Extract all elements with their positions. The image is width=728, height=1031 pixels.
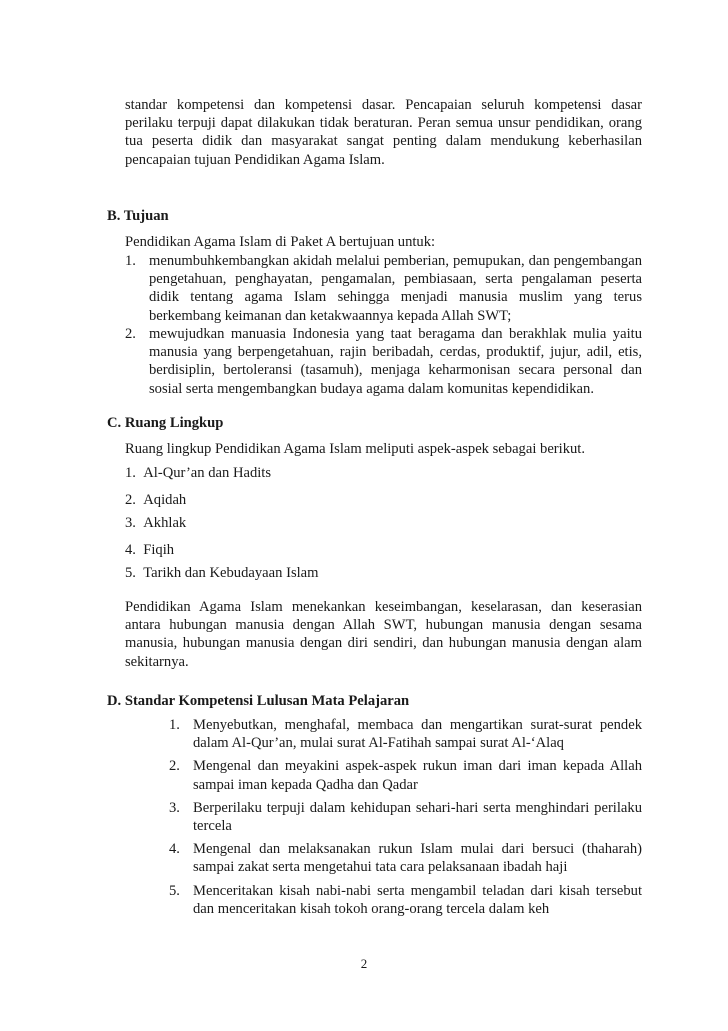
list-item-text: Menyebutkan, menghafal, membaca dan mengartikan surat-surat pendek dalam Al-Qur’an, mulai surat Al-Fatihah sampai surat Al-‘Alaq [193, 717, 642, 752]
list-item-text: mewujudkan manuasia Indonesia yang taat beragama dan berakhlak mulia yaitu manusia yang berpengetahuan, rajin beribadah, cerdas, produktif, jujur, adil, etis, berdisiplin, bertoleransi (tasamuh), menjaga keharmonisan secara personal dan sosial serta mengembangkan budaya agama dalam komunitas kependidikan. [149, 326, 642, 397]
list-item-text: menumbuhkembangkan akidah melalui pemberian, pemupukan, dan pengembangan pengetahuan, penghayatan, pengamalan, pembiasaan, serta pengalaman peserta didik tentang agama Islam sehingga menjadi manusia muslim yang terus berkembang keimanan dan ketakwaannya kepada Allah SWT; [149, 253, 642, 324]
list-item [125, 541, 174, 559]
section-c-heading: C. Ruang Lingkup [107, 415, 224, 431]
section-c-closing: Pendidikan Agama Islam menekankan keseimbangan, keselarasan, dan keserasian antara hubungan manusia dengan Allah SWT, hubungan manusia dengan sesama manusia, hubungan manusia dengan diri sendiri, dan hubungan manusia dengan alam sekitarnya. [125, 599, 642, 670]
list-item-number: 5. [169, 882, 180, 899]
list-item [125, 325, 642, 398]
list-item-text: Mengenal dan melaksanakan rukun Islam mulai dari bersuci (thaharah) sampai zakat serta mengetahui tata cara pelaksanaan ibadah haji [193, 841, 642, 876]
list-item-number: 3. [125, 515, 136, 531]
section-b-list [125, 252, 642, 398]
list-item [125, 564, 319, 582]
list-item-text: Al-Qur’an dan Hadits [143, 465, 272, 481]
list-item [169, 757, 642, 793]
list-item-number: 2. [125, 492, 136, 508]
list-item-number: 3. [169, 799, 180, 816]
page-number: 2 [360, 956, 368, 971]
list-item-number: 1. [125, 465, 136, 481]
section-d-list [169, 716, 642, 918]
section-d-heading: D. Standar Kompetensi Lulusan Mata Pelajaran [107, 693, 410, 709]
section-b-heading: B. Tujuan [107, 208, 169, 224]
list-item-number: 5. [125, 565, 136, 581]
intro-paragraph: standar kompetensi dan kompetensi dasar. Pencapaian seluruh kompetensi dasar perilaku terpuji dapat dilakukan tidak beraturan. Peran semua unsur pendidikan, orang tua peserta didik dan masyarakat sangat penting dalam mendukung keberhasilan pencapaian tujuan Pendidikan Agama Islam. [125, 97, 642, 168]
list-item [125, 252, 642, 324]
list-item [169, 799, 642, 835]
list-item [169, 716, 642, 752]
list-item [125, 491, 186, 509]
list-item-number: 2. [169, 758, 180, 775]
list-item-text: Berperilaku terpuji dalam kehidupan sehari-hari serta menghindari perilaku tercela [193, 799, 642, 835]
list-item [169, 840, 642, 876]
list-item [125, 464, 271, 482]
list-item-text: Akhlak [143, 515, 187, 531]
list-item-number: 4. [125, 542, 136, 558]
list-item-text: Tarikh dan Kebudayaan Islam [143, 565, 319, 581]
section-c-lead: Ruang lingkup Pendidikan Agama Islam meliputi aspek-aspek sebagai berikut. [125, 441, 586, 457]
list-item-number: 2. [125, 326, 136, 342]
list-item-number: 4. [169, 841, 180, 858]
list-item-number: 1. [169, 717, 180, 733]
list-item-text: Mengenal dan meyakini aspek-aspek rukun iman dari iman kepada Allah sampai iman kepada Qadha dan Qadar [193, 758, 642, 793]
list-item [169, 882, 642, 918]
list-item-text: Menceritakan kisah nabi-nabi serta mengambil teladan dari kisah tersebut dan menceritakan kisah tokoh orang-orang tercela dalam keh [193, 882, 642, 917]
list-item [125, 514, 186, 532]
list-item-text: Fiqih [143, 542, 175, 558]
section-b-lead: Pendidikan Agama Islam di Paket A bertujuan untuk: [125, 234, 436, 250]
list-item-number: 1. [125, 253, 136, 269]
list-item-text: Aqidah [143, 492, 187, 508]
